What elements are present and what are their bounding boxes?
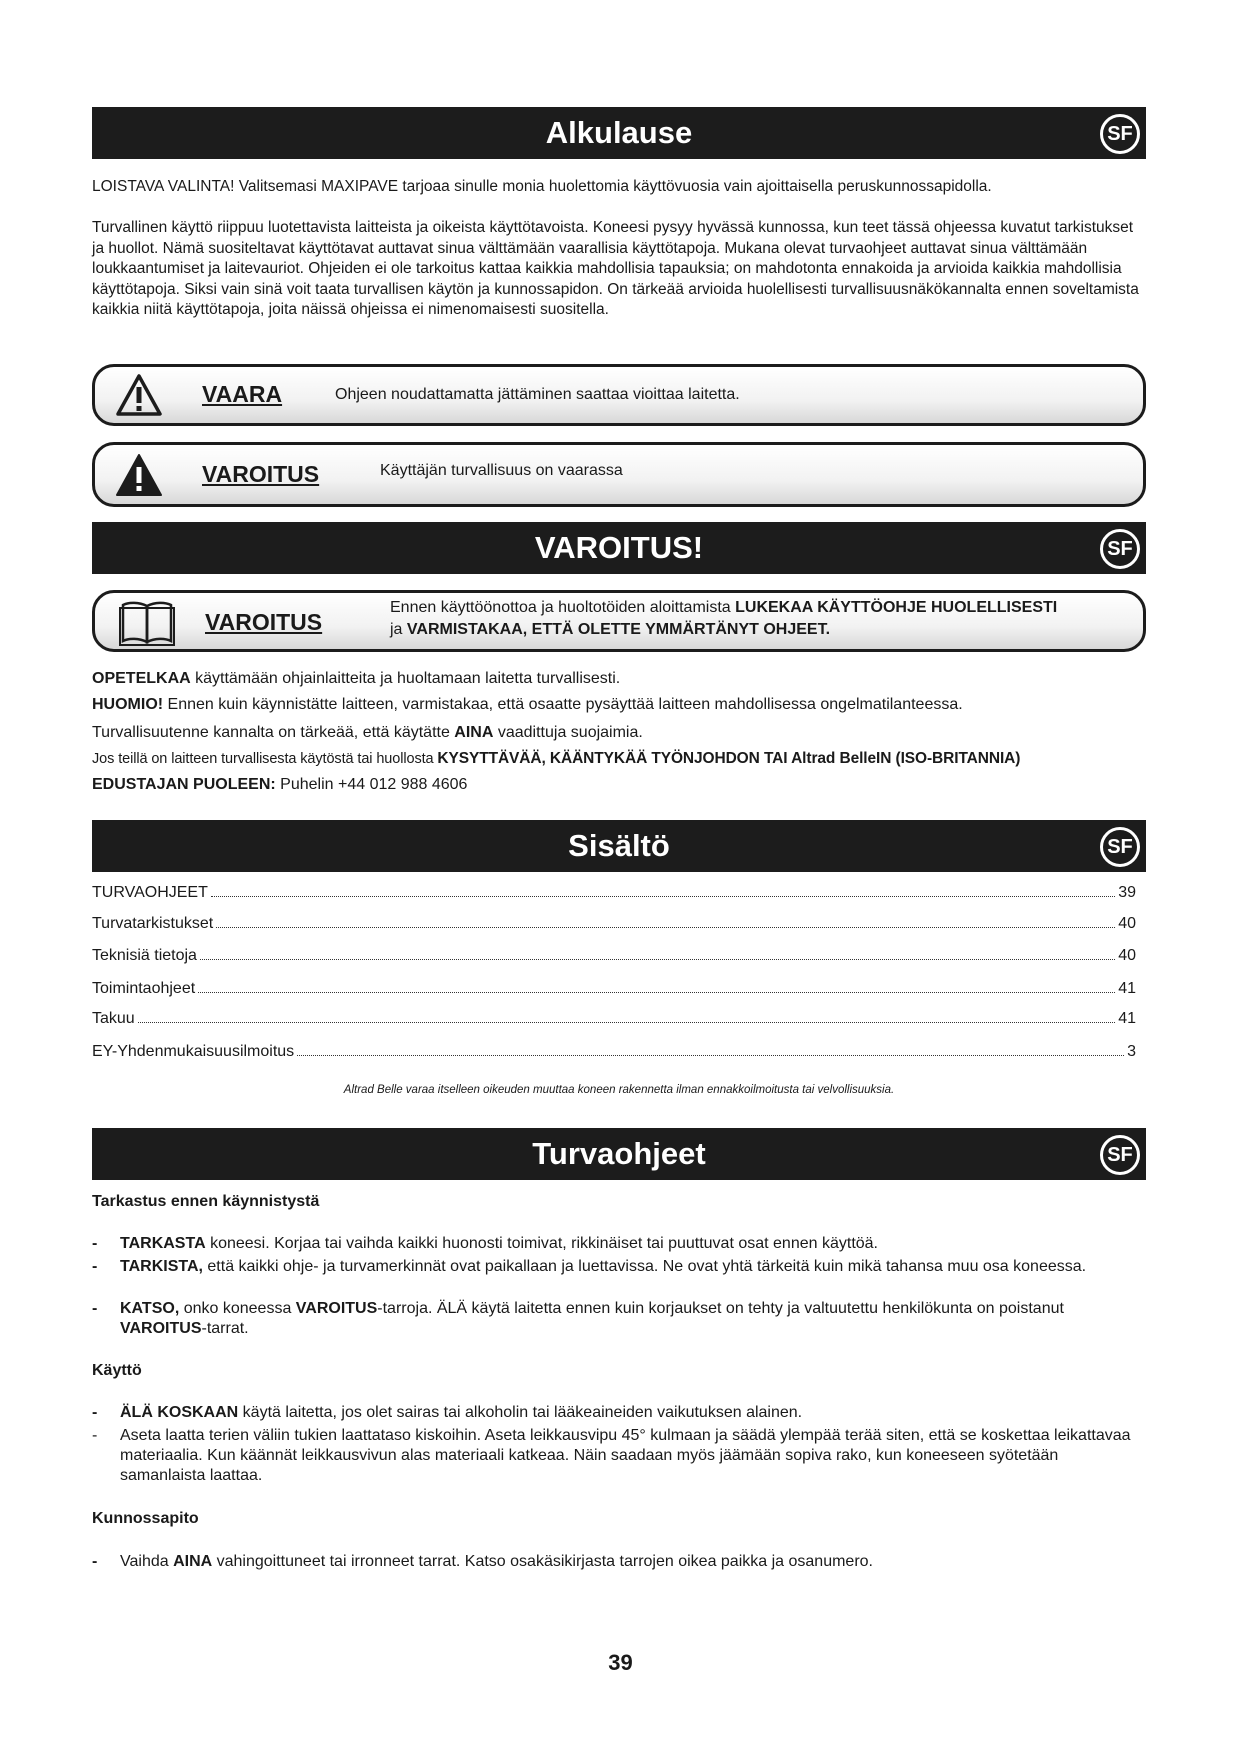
section-title: Turvaohjeet bbox=[532, 1136, 706, 1171]
varoitus-box-manual bbox=[92, 590, 1146, 652]
text: käytä laitetta, jos olet sairas tai alkoholin tai lääkeaineiden vaikutuksen alainen. bbox=[238, 1404, 803, 1421]
text: vahingoittuneet tai irronneet tarrat. Katso osakäsikirjasta tarrojen oikea paikka ja osanumero. bbox=[212, 1553, 873, 1570]
intro-paragraph-2: Turvallinen käyttö riippuu luotettavista laitteista ja oikeista käyttötavoista. Koneesi pysyy hyvässä kunnossa, kun teet tässä ohjeessa kuvatut tarkistukset ja huollot. Nämä suositeltavat käyttötavat auttavat sinua välttämään vaarallisia käyttötapoja. Mukana olevat turvaohjeet auttavat sinua välttämään loukkaantumiset ja laitevauriot. Ohjeiden ei ole tarkoitus kattaa kaikkia mahdollisia tapauksia; on mahdotonta ennakoida ja arvioida kaikkia mahdollisia käyttötapoja. Siksi vain sinä voit taata turvallisen käytön ja kunnossapidon. On tärkeää arvioida huolellisesti turvallisuusnäkökannalta ennen soveltamista kaikkia niitä käyttötapoja, joita näissä ohjeissa ei nimenomaisesti suositella. bbox=[92, 219, 1139, 318]
text: Ennen käyttöönottoa ja huoltotöiden aloittamista bbox=[390, 599, 736, 616]
emphasis: TARKASTA bbox=[120, 1235, 206, 1252]
emphasis: EDUSTAJAN PUOLEEN: bbox=[92, 776, 276, 793]
varoitus-text: Käyttäjän turvallisuus on vaarassa bbox=[380, 462, 623, 479]
varoitus-box-1 bbox=[92, 442, 1146, 507]
varoitus-manual-text bbox=[390, 597, 1130, 641]
note-line-4 bbox=[92, 750, 1146, 768]
text: -tarrat. bbox=[201, 1320, 249, 1337]
toc-entry[interactable] bbox=[92, 980, 1136, 998]
toc-label: Toimintaohjeet bbox=[92, 980, 196, 997]
emphasis: TARKISTA, bbox=[120, 1258, 203, 1275]
text: -tarroja. ÄLÄ käytä laitetta ennen kuin korjaukset on tehty ja valtuutettu henkilökunta on poistanut bbox=[377, 1300, 1064, 1317]
list-item bbox=[92, 1234, 1132, 1254]
varoitus-label: VAROITUS bbox=[202, 461, 320, 487]
text: käyttämään ohjainlaitteita ja huoltamaan laitetta turvallisesti. bbox=[190, 670, 621, 687]
emphasis: KYSYTTÄVÄÄ, KÄÄNTYKÄÄ TYÖNJOHDON TAI Altrad BelleIN (ISO-BRITANNIA) bbox=[437, 750, 1021, 767]
section-bar-alkulause bbox=[92, 107, 1146, 159]
toc-label: Teknisiä tietoja bbox=[92, 947, 197, 964]
sf-badge: SF bbox=[1100, 529, 1140, 569]
use-heading: Käyttö bbox=[92, 1362, 142, 1379]
emphasis: AINA bbox=[173, 1553, 213, 1570]
bullet-dash: - bbox=[92, 1553, 98, 1570]
text: Puhelin +44 012 988 4606 bbox=[275, 776, 468, 793]
section-title: VAROITUS! bbox=[534, 530, 704, 565]
warning-triangle-outline-icon bbox=[115, 373, 163, 417]
section-bar-turvaohjeet bbox=[92, 1128, 1146, 1180]
intro-paragraph-1: LOISTAVA VALINTA! Valitsemasi MAXIPAVE tarjoaa sinulle monia huolettomia käyttövuosia vain ajoittaisella peruskunnossapidolla. bbox=[92, 178, 992, 195]
bullet-dash: - bbox=[92, 1235, 98, 1252]
toc-page: 41 bbox=[1118, 980, 1136, 997]
toc-leader bbox=[211, 896, 1115, 897]
emphasis: HUOMIO! bbox=[92, 696, 164, 713]
emphasis: KATSO, bbox=[120, 1300, 180, 1317]
toc-leader bbox=[200, 959, 1115, 960]
emphasis: AINA bbox=[454, 724, 494, 741]
toc-entry[interactable] bbox=[92, 884, 1136, 902]
bullet-dash: - bbox=[92, 1427, 98, 1444]
toc-leader bbox=[216, 927, 1115, 928]
disclaimer: Altrad Belle varaa itselleen oikeuden muuttaa koneen rakennetta ilman ennakkoilmoitusta tai velvollisuuksia. bbox=[343, 1084, 895, 1096]
toc-leader bbox=[138, 1022, 1116, 1023]
toc-label: Takuu bbox=[92, 1010, 135, 1027]
vaara-box bbox=[92, 364, 1146, 426]
text: Jos teillä on laitteen turvallisesta käytöstä tai huollosta bbox=[92, 751, 438, 767]
toc-page: 40 bbox=[1118, 947, 1136, 964]
text: Aseta laatta terien väliin tukien laattataso kiskoihin. Aseta leikkausvipu 45° kulmaan ja säädä ylempää terää siten, että se koskettaa leikattavaa materiaalia. Kun käännät leikkausvivun alas materiaali katkeaa. Näin saadaan myös jäämään sopiva rako, kun koneeseen syötetään samanlaista laattaa. bbox=[120, 1427, 1131, 1484]
list-item bbox=[92, 1403, 1132, 1423]
text: ja bbox=[390, 621, 407, 638]
emphasis: VAROITUS bbox=[120, 1320, 202, 1337]
pre-start-heading: Tarkastus ennen käynnistystä bbox=[92, 1193, 320, 1210]
note-line-1 bbox=[92, 670, 1146, 688]
toc-label: Turvatarkistukset bbox=[92, 915, 214, 932]
emphasis: OPETELKAA bbox=[92, 670, 191, 687]
section-title: Sisältö bbox=[568, 828, 670, 863]
toc-label: TURVAOHJEET bbox=[92, 884, 208, 901]
note-line-3 bbox=[92, 724, 1146, 742]
text: että kaikki ohje- ja turvamerkinnät ovat paikallaan ja luettavissa. Ne ovat yhtä tärkeitä kuin mikä tahansa muu osa koneessa. bbox=[202, 1258, 1087, 1275]
section-title: Alkulause bbox=[545, 115, 693, 150]
toc-page: 39 bbox=[1118, 884, 1136, 901]
toc-page: 3 bbox=[1127, 1043, 1136, 1060]
list-item bbox=[92, 1552, 1132, 1572]
warning-triangle-solid-icon bbox=[115, 453, 163, 497]
toc-leader bbox=[297, 1055, 1124, 1056]
sf-badge: SF bbox=[1100, 114, 1140, 154]
vaara-text: Ohjeen noudattamatta jättäminen saattaa vioittaa laitetta. bbox=[335, 386, 740, 403]
toc-entry[interactable] bbox=[92, 915, 1136, 933]
note-line-2 bbox=[92, 696, 1146, 714]
section-bar-varoitus bbox=[92, 522, 1146, 574]
toc-entry[interactable] bbox=[92, 947, 1136, 965]
sf-badge: SF bbox=[1100, 1135, 1140, 1175]
page-number: 39 bbox=[608, 1650, 633, 1675]
toc-leader bbox=[198, 992, 1115, 993]
bullet-dash: - bbox=[92, 1404, 98, 1421]
text: Turvallisuutenne kannalta on tärkeää, että käytätte bbox=[92, 724, 455, 741]
toc-page: 40 bbox=[1118, 915, 1136, 932]
toc-page: 41 bbox=[1118, 1010, 1136, 1027]
emphasis: ÄLÄ KOSKAAN bbox=[120, 1404, 239, 1421]
toc-entry[interactable] bbox=[92, 1043, 1136, 1061]
toc-entry[interactable] bbox=[92, 1010, 1136, 1028]
maintenance-heading: Kunnossapito bbox=[92, 1510, 199, 1527]
list-item bbox=[92, 1257, 1132, 1277]
text: Vaihda bbox=[120, 1553, 174, 1570]
emphasis: VARMISTAKAA, ETTÄ OLETTE YMMÄRTÄNYT OHJEET. bbox=[406, 621, 831, 638]
toc-label: EY-Yhdenmukaisuusilmoitus bbox=[92, 1043, 295, 1060]
bullet-dash: - bbox=[92, 1258, 98, 1275]
varoitus-label: VAROITUS bbox=[205, 609, 323, 635]
text: koneesi. Korjaa tai vaihda kaikki huonosti toimivat, rikkinäiset tai puuttuvat osat ennen käyttöä. bbox=[205, 1235, 878, 1252]
emphasis: LUKEKAA KÄYTTÖOHJE HUOLELLISESTI bbox=[735, 599, 1058, 616]
bullet-dash: - bbox=[92, 1300, 98, 1317]
text: vaadittuja suojaimia. bbox=[493, 724, 643, 741]
sf-badge: SF bbox=[1100, 827, 1140, 867]
list-item bbox=[92, 1299, 1132, 1339]
emphasis: VAROITUS bbox=[295, 1300, 378, 1317]
section-bar-sisalto bbox=[92, 820, 1146, 872]
note-line-5 bbox=[92, 776, 1146, 794]
list-item bbox=[92, 1426, 1132, 1486]
vaara-label: VAARA bbox=[202, 381, 283, 407]
manual-book-icon bbox=[119, 600, 175, 646]
text: Ennen kuin käynnistätte laitteen, varmistakaa, että osaatte pysäyttää laitteen mahdollisessa ongelmatilanteessa. bbox=[163, 696, 963, 713]
text: onko koneessa bbox=[179, 1300, 296, 1317]
